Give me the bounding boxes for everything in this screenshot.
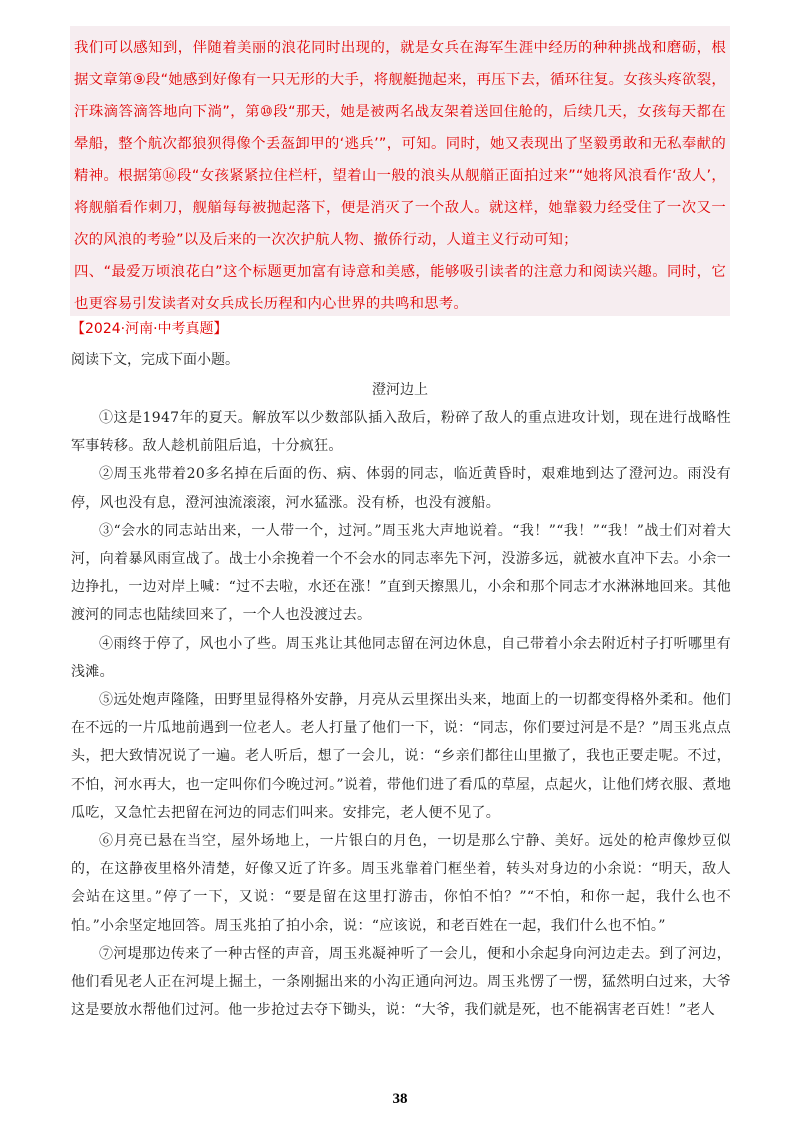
article-title: 澄河边上	[372, 382, 428, 398]
article-paragraph: ②周玉兆带着20多名掉在后面的伤、病、体弱的同志，临近黄昏时，艰难地到达了澄河边。雨没有停，风也没有息，澄河浊流滚滚，河水猛涨。没有桥，也没有渡船。	[71, 466, 731, 511]
instruction-text: 阅读下文，完成下面小题。	[71, 352, 239, 368]
answer-paragraph-4: 四、“最爱万顷浪花白”这个标题更加富有诗意和美感，能够吸引读者的注意力和阅读兴趣。同时，它也更容易引发读者对女兵成长历程和内心世界的共鸣和思考。	[74, 264, 726, 312]
article-paragraph: ⑦河堤那边传来了一种古怪的声音，周玉兆凝神听了一会儿，便和小余起身向河边走去。到了河边，他们看见老人正在河堤上掘土，一条刚掘出来的小沟正通向河边。周玉兆愣了一愣，猛然明白过来，大爷这是要放水帮他们过河。他一步抢过去夺下锄头，说：“大爷，我们就是死，也不能祸害老百姓！”老人	[71, 945, 731, 1019]
page-number: 38	[392, 1091, 408, 1107]
article-paragraph: ①这是1947年的夏天。解放军以少数部队插入敌后，粉碎了敌人的重点进攻计划，现在进行战略性军事转移。敌人趁机前阻后追，十分疯狂。	[71, 410, 731, 455]
source-tag: 【2024·河南·中考真题】	[71, 321, 228, 337]
article-paragraph: ⑤远处炮声隆隆，田野里显得格外安静，月亮从云里探出头来，地面上的一切都变得格外柔和。他们在不远的一片瓜地前遇到一位老人。老人打量了他们一下，说：“同志，你们要过河是不是？”周玉兆点点头，把大致情况说了一遍。老人听后，想了一会儿，说：“乡亲们都往山里撤了，我也正要走呢。不过，不怕，河水再大，也一定叫你们今晚过河。”说着，带他们进了看瓜的草屋，点起火，让他们烤衣服、煮地瓜吃，又急忙去把留在河边的同志们叫来。安排完，老人便不见了。	[71, 692, 731, 821]
article-paragraph: ③“会水的同志站出来，一人带一个，过河。”周玉兆大声地说着。“我！”“我！”“我！”战士们对着大河，向着暴风雨宣战了。战士小余挽着一个不会水的同志率先下河，没游多远，就被水直冲下去。小余一边挣扎，一边对岸上喊：“过不去啦，水还在涨！”直到天擦黑儿，小余和那个同志才水淋淋地回来。其他渡河的同志也陆续回来了，一个人也没渡过去。	[71, 522, 731, 624]
answer-paragraph-3: 我们可以感知到，伴随着美丽的浪花同时出现的，就是女兵在海军生涯中经历的种种挑战和磨砺，根据文章第⑨段“她感到好像有一只无形的大手，将舰艇抛起来，再压下去，循环往复。女孩头疼欲裂，汗珠滴答滴答地向下淌”，第⑩段“那天，她是被两名战友架着送回住舱的，后续几天，女孩每天都在晕船，整个航次都狼狈得像个丢盔卸甲的‘逃兵’”，可知。同时，她又表现出了坚毅勇敢和无私奉献的精神。根据第⑯段“女孩紧紧拉住栏杆，望着山一般的浪头从舰艏正面拍过来”“她将风浪看作‘敌人’，将舰艏看作刺刀，舰艏每每被抛起落下，便是消灭了一个敌人。就这样，她靠毅力经受住了一次又一次的风浪的考验”以及后来的一次次护航人物、撤侨行动，人道主义行动可知；	[74, 40, 726, 248]
article-body	[71, 404, 731, 1024]
answer-explanation-box	[70, 26, 730, 316]
article-paragraph: ⑥月亮已悬在当空，屋外场地上，一片银白的月色，一切是那么宁静、美好。远处的枪声像炒豆似的，在这静夜里格外清楚，好像又近了许多。周玉兆靠着门框坐着，转头对身边的小余说：“明天，敌人会站在这里。”停了一下，又说：“要是留在这里打游击，你怕不怕？”“不怕，和你一起，我什么也不怕。”小余坚定地回答。周玉兆拍了拍小余，说：“应该说，和老百姓在一起，我们什么也不怕。”	[71, 833, 731, 934]
article-paragraph: ④雨终于停了，风也小了些。周玉兆让其他同志留在河边休息，自己带着小余去附近村子打听哪里有浅滩。	[71, 635, 731, 680]
